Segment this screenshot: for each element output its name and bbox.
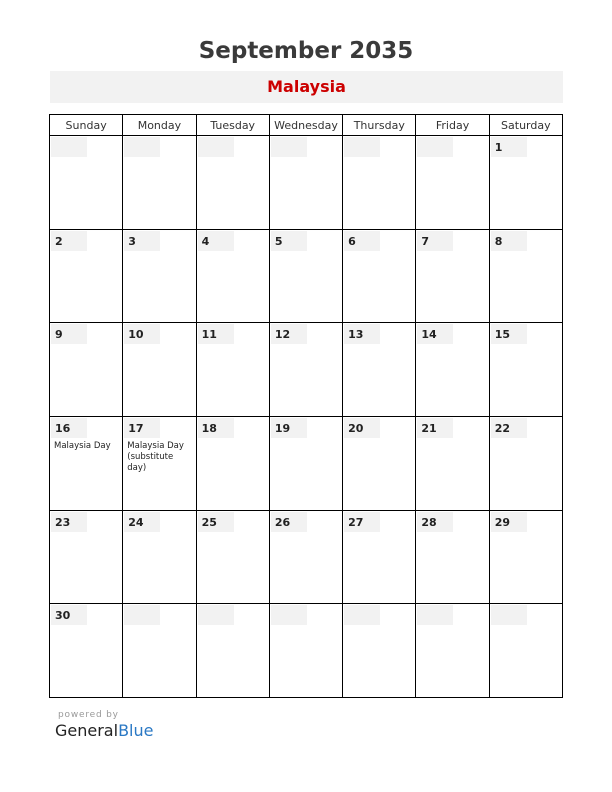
weekday-monday: Monday xyxy=(123,115,196,136)
day-cell xyxy=(50,229,123,323)
day-cell xyxy=(196,229,269,323)
day-number: 1 xyxy=(494,141,503,154)
day-number: 12 xyxy=(274,328,291,342)
day-cell xyxy=(416,136,489,230)
day-number: 2 xyxy=(55,234,63,248)
weekday-thursday: Thursday xyxy=(343,115,416,136)
day-cell xyxy=(269,229,342,323)
day-cell xyxy=(343,604,416,698)
day-cell xyxy=(269,136,342,230)
day-cell xyxy=(416,416,489,510)
week-row xyxy=(50,323,563,417)
day-number: 19 xyxy=(274,421,291,435)
week-row xyxy=(50,604,563,698)
holiday-label: Malaysia Day (substitute day) xyxy=(127,440,184,473)
day-cell xyxy=(489,229,562,323)
day-number-box xyxy=(271,605,307,625)
day-cell xyxy=(123,229,196,323)
day-cell xyxy=(196,136,269,230)
day-cell xyxy=(123,604,196,698)
day-cell xyxy=(123,510,196,604)
day-number: 14 xyxy=(421,328,437,342)
day-number: 18 xyxy=(201,421,217,435)
day-number: 10 xyxy=(128,328,144,342)
day-number-box xyxy=(124,137,160,157)
day-cell xyxy=(343,229,416,323)
day-cell xyxy=(123,136,196,230)
day-number: 30 xyxy=(55,609,71,623)
calendar-grid xyxy=(49,114,563,698)
day-number-box xyxy=(417,137,453,157)
day-cell xyxy=(196,323,269,417)
day-cell xyxy=(196,604,269,698)
day-cell xyxy=(50,416,123,510)
day-number-box xyxy=(51,137,87,157)
day-cell xyxy=(269,604,342,698)
day-cell xyxy=(123,416,196,510)
day-number: 24 xyxy=(128,515,144,529)
day-number: 5 xyxy=(274,234,283,248)
day-number-box xyxy=(417,605,453,625)
day-cell xyxy=(489,416,562,510)
day-number: 20 xyxy=(348,421,364,435)
day-number: 22 xyxy=(494,421,510,435)
day-cell xyxy=(343,323,416,417)
day-number: 28 xyxy=(421,515,437,529)
day-number: 29 xyxy=(494,515,510,529)
day-cell xyxy=(196,416,269,510)
day-number: 8 xyxy=(494,234,503,248)
day-number: 11 xyxy=(201,328,217,342)
day-number: 16 xyxy=(55,421,71,435)
day-number: 4 xyxy=(201,234,210,248)
day-number: 26 xyxy=(274,515,291,529)
day-number: 7 xyxy=(421,234,430,248)
weekday-wednesday: Wednesday xyxy=(269,115,342,136)
day-number: 25 xyxy=(201,515,217,529)
day-number: 3 xyxy=(128,234,136,248)
day-number: 17 xyxy=(128,421,144,435)
week-row xyxy=(50,416,563,510)
day-cell xyxy=(123,323,196,417)
day-number: 15 xyxy=(494,328,510,342)
day-cell xyxy=(416,604,489,698)
day-cell xyxy=(269,416,342,510)
calendar-title: September 2035 xyxy=(198,38,414,64)
day-number: 9 xyxy=(55,328,63,342)
day-number: 21 xyxy=(421,421,437,435)
day-cell xyxy=(50,604,123,698)
day-cell xyxy=(416,323,489,417)
day-number-box xyxy=(344,605,380,625)
day-cell xyxy=(269,510,342,604)
weekday-saturday: Saturday xyxy=(489,115,562,136)
week-row xyxy=(50,136,563,230)
day-cell xyxy=(269,323,342,417)
day-number: 13 xyxy=(348,328,364,342)
weekday-header-row xyxy=(50,115,563,136)
day-number-box xyxy=(198,605,234,625)
day-cell xyxy=(416,229,489,323)
day-number-box xyxy=(344,137,380,157)
day-cell xyxy=(416,510,489,604)
brand-name-blue: Blue xyxy=(118,721,154,740)
day-cell xyxy=(50,136,123,230)
day-number-box xyxy=(124,605,160,625)
day-number: 6 xyxy=(348,234,356,248)
week-row xyxy=(50,229,563,323)
holiday-label: Malaysia Day xyxy=(54,440,111,451)
powered-by-label: powered by xyxy=(58,710,119,720)
day-cell xyxy=(489,510,562,604)
day-cell xyxy=(343,510,416,604)
weekday-tuesday: Tuesday xyxy=(196,115,269,136)
day-cell xyxy=(489,604,562,698)
day-number-box xyxy=(271,137,307,157)
day-cell xyxy=(489,136,562,230)
day-cell xyxy=(50,323,123,417)
brand-name-general: General xyxy=(55,721,119,740)
weekday-sunday: Sunday xyxy=(50,115,123,136)
day-cell xyxy=(50,510,123,604)
country-banner xyxy=(50,71,563,103)
day-cell xyxy=(196,510,269,604)
country-name: Malaysia xyxy=(267,77,346,96)
day-number: 27 xyxy=(348,515,364,529)
day-number-box xyxy=(198,137,234,157)
day-cell xyxy=(343,136,416,230)
day-cell xyxy=(343,416,416,510)
generalblue-logo[interactable] xyxy=(55,721,153,740)
day-cell xyxy=(489,323,562,417)
week-row xyxy=(50,510,563,604)
day-number-box xyxy=(491,605,527,625)
weekday-friday: Friday xyxy=(416,115,489,136)
day-number: 23 xyxy=(55,515,71,529)
